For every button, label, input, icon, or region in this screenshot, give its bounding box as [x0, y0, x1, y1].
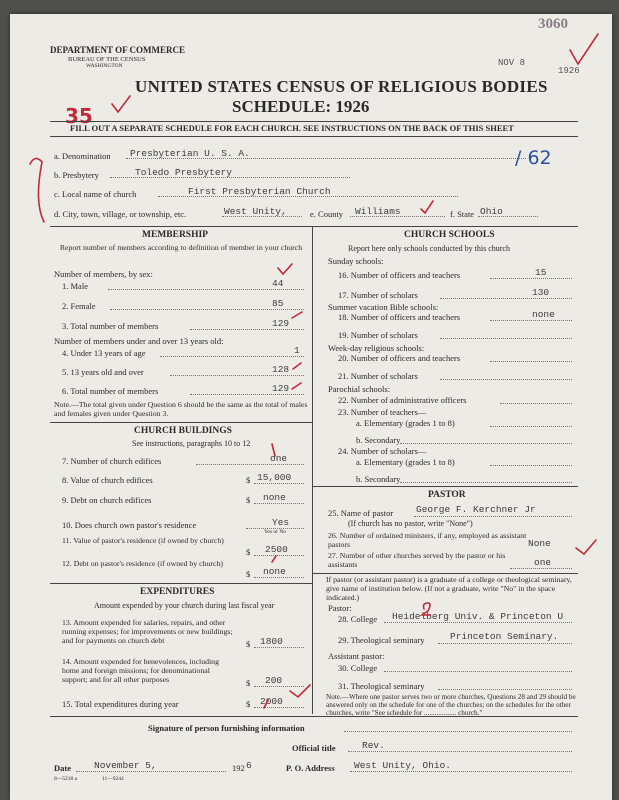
- signature-label: Signature of person furnishing information: [148, 723, 305, 733]
- sunday-label: Sunday schools:: [328, 256, 384, 266]
- college-value[interactable]: Heidelberg Univ. & Princeton U: [392, 611, 564, 622]
- under-13-label: 4. Under 13 years of age: [62, 348, 146, 358]
- total-members-label: 3. Total number of members: [62, 321, 159, 331]
- city-value[interactable]: West Unity,: [224, 206, 287, 217]
- department-name: DEPARTMENT OF COMMERCE: [50, 45, 186, 55]
- buildings-instructions: See instructions, paragraphs 10 to 12: [132, 439, 251, 448]
- census-schedule-page: [10, 14, 612, 800]
- assistant-seminary-label: 31. Theological seminary: [338, 681, 425, 691]
- stamp-date-month: NOV 8: [498, 58, 526, 68]
- state-value[interactable]: Ohio: [480, 206, 503, 217]
- pastor-name-label: 25. Name of pastor: [328, 508, 394, 518]
- instruction-line: FILL OUT A SEPARATE SCHEDULE FOR EACH CHURCH. SEE INSTRUCTIONS ON THE BACK OF THIS SHEET: [70, 123, 514, 133]
- stamp-date-year: 1926: [558, 66, 580, 76]
- handwritten-number: 35: [65, 104, 93, 128]
- edifices-label: 7. Number of church edifices: [62, 456, 162, 466]
- presbytery-label: b. Presbytery: [54, 170, 99, 180]
- edifices-value[interactable]: one: [270, 453, 288, 464]
- own-residence-label: 10. Does church own pastor's residence: [62, 520, 197, 530]
- seminary-label: 29. Theological seminary: [338, 635, 425, 645]
- pastor-name-value[interactable]: George F. Kerchner Jr: [416, 504, 536, 515]
- dollar-sign-12: $: [246, 569, 251, 579]
- expense-13-value[interactable]: 1800: [260, 636, 283, 647]
- local-name-label: c. Local name of church: [54, 189, 137, 199]
- dollar-sign-15: $: [246, 699, 251, 709]
- school-17-label: 17. Number of scholars: [338, 290, 418, 300]
- residence-debt-value[interactable]: none: [263, 566, 286, 577]
- female-label: 2. Female: [62, 301, 96, 311]
- school-22-label: 22. Number of administrative officers: [338, 395, 467, 405]
- school-18-label: 18. Number of officers and teachers: [338, 312, 461, 322]
- buildings-heading: CHURCH BUILDINGS: [134, 426, 232, 436]
- denomination-label: a. Denomination: [54, 151, 111, 161]
- under-13-value[interactable]: 1: [294, 345, 300, 356]
- yes-no-hint: Yes or No: [264, 529, 287, 535]
- state-label: f. State: [450, 209, 475, 219]
- presbytery-value[interactable]: Toledo Presbytery: [135, 167, 232, 178]
- official-title-value[interactable]: Rev.: [362, 740, 385, 751]
- city-label: d. City, town, village, or township, etc.: [54, 209, 187, 219]
- residence-value-label: 11. Value of pastor's residence (if owned by church): [62, 536, 224, 545]
- form-title: UNITED STATES CENSUS OF RELIGIOUS BODIES: [135, 77, 548, 96]
- schools-heading: CHURCH SCHOOLS: [404, 230, 495, 240]
- expense-15-value[interactable]: 2000: [260, 696, 283, 707]
- schools-instructions: Report here only schools conducted by this church: [348, 244, 510, 253]
- pastor-sub-label: Pastor:: [328, 603, 352, 613]
- stamp-number: 3060: [538, 16, 568, 32]
- school-16-label: 16. Number of officers and teachers: [338, 270, 461, 280]
- by-sex-label: Number of members, by sex:: [54, 269, 153, 279]
- dollar-sign-9: $: [246, 495, 251, 505]
- edifice-value-label: 8. Value of church edifices: [62, 475, 153, 485]
- residence-debt-label: 12. Debt on pastor's residence (if owned by church): [62, 559, 223, 568]
- form-code: 8—5218 a: [54, 776, 78, 782]
- male-label: 1. Male: [62, 281, 88, 291]
- expense-14-value[interactable]: 200: [265, 675, 283, 686]
- assistant-count-value[interactable]: None: [528, 538, 551, 549]
- assistant-count-label: 26. Number of ordained ministers, if any, employed as assistant pastors: [328, 531, 527, 549]
- city-name: WASHINGTON: [86, 63, 123, 69]
- expense-14-label: 14. Amount expended for benevolences, including home and foreign missions; for denominational support; and for all other purposes: [62, 657, 219, 684]
- residence-value-value[interactable]: 2500: [265, 544, 288, 555]
- other-churches-label: 27. Number of other churches served by the pastor or his assistants: [328, 551, 506, 569]
- parochial-label: Parochial schools:: [328, 384, 391, 394]
- seminary-value[interactable]: Princeton Seminary.: [450, 631, 559, 642]
- pastor-note: Note.—Where one pastor serves two or more churches, Questions 28 and 29 should be answered only on the schedule for one of the churches; on the schedules for the other churches, write "See schedule for .................. church.": [326, 693, 576, 717]
- school-24b-label: b. Secondary: [356, 474, 401, 484]
- male-value[interactable]: 44: [272, 278, 284, 289]
- red-checkmarks: [30, 34, 598, 708]
- age-label: Number of members under and over 13 years old:: [54, 336, 224, 346]
- over-13-label: 5. 13 years old and over: [62, 367, 144, 377]
- college-label: 28. College: [338, 614, 378, 624]
- official-title-label: Official title: [292, 743, 336, 753]
- pastor-name-note: (If church has no pastor, write "None"): [348, 519, 473, 528]
- school-24a-label: a. Elementary (grades 1 to 8): [356, 457, 455, 467]
- school-23-label: 23. Number of teachers—: [338, 407, 427, 417]
- total-members-value[interactable]: 129: [272, 318, 290, 329]
- expense-13-label: 13. Amount expended for salaries, repairs, and other running expenses; for improvements or new buildings; and for payments on church debt: [62, 618, 233, 645]
- school-17-value[interactable]: 130: [532, 287, 550, 298]
- address-value[interactable]: West Unity, Ohio.: [354, 760, 451, 771]
- dollar-sign-11: $: [246, 547, 251, 557]
- own-residence-value[interactable]: Yes: [272, 517, 290, 528]
- schedule-title: SCHEDULE: 1926: [232, 97, 370, 116]
- female-value[interactable]: 85: [272, 298, 284, 309]
- school-23b-label: b. Secondary: [356, 435, 401, 445]
- school-16-value[interactable]: 15: [535, 267, 547, 278]
- school-21-label: 21. Number of scholars: [338, 371, 418, 381]
- school-23a-label: a. Elementary (grades 1 to 8): [356, 418, 455, 428]
- total-members-2-label: 6. Total number of members: [62, 386, 159, 396]
- address-label: P. O. Address: [286, 763, 335, 773]
- school-24-label: 24. Number of scholars—: [338, 446, 427, 456]
- school-19-label: 19. Number of scholars: [338, 330, 418, 340]
- date-value[interactable]: November 5,: [94, 760, 157, 771]
- school-18-value[interactable]: none: [532, 309, 555, 320]
- county-label: e. County: [310, 209, 344, 219]
- ink-markings: [10, 14, 612, 800]
- edifice-debt-value[interactable]: none: [263, 492, 286, 503]
- blue-code: / 62: [515, 147, 552, 169]
- year-prefix: 192: [232, 763, 245, 773]
- expenditures-heading: EXPENDITURES: [140, 587, 215, 597]
- pastor-heading: PASTOR: [428, 490, 466, 500]
- assistant-college-label: 30. College: [338, 663, 378, 673]
- dollar-sign-13: $: [246, 639, 251, 649]
- over-13-value[interactable]: 128: [272, 364, 290, 375]
- dollar-sign-8: $: [246, 475, 251, 485]
- total-members-2-value[interactable]: 129: [272, 383, 290, 394]
- year-digit[interactable]: 6: [246, 760, 252, 771]
- other-churches-value[interactable]: one: [534, 557, 552, 568]
- school-20-label: 20. Number of officers and teachers: [338, 353, 461, 363]
- membership-heading: MEMBERSHIP: [142, 230, 208, 240]
- edifice-value-value[interactable]: 15,000: [257, 472, 292, 483]
- local-name-value[interactable]: First Presbyterian Church: [188, 186, 331, 197]
- assistant-pastor-label: Assistant pastor:: [328, 651, 385, 661]
- print-code: 11—9244: [102, 776, 124, 782]
- membership-instructions: Report number of members according to definition of member in your church: [59, 243, 303, 252]
- edifice-debt-label: 9. Debt on church edifices: [62, 495, 152, 505]
- college-instructions: If pastor (or assistant pastor) is a graduate of a college or theological seminary, give name of institution below. (If not a graduate, write "No" in the space indicated.): [326, 575, 572, 602]
- dollar-sign-14: $: [246, 678, 251, 688]
- bureau-name: BUREAU OF THE CENSUS: [68, 56, 146, 63]
- membership-note: Note.—The total given under Question 6 should be the same as the total of males and females given under Question 3.: [54, 400, 308, 418]
- weekday-label: Week-day religious schools:: [328, 343, 425, 353]
- denomination-value[interactable]: Presbyterian U. S. A.: [130, 148, 250, 159]
- expenditures-instructions: Amount expended by your church during last fiscal year: [94, 601, 275, 610]
- summer-label: Summer vacation Bible schools:: [328, 302, 439, 312]
- county-value[interactable]: Williams: [355, 206, 401, 217]
- expense-15-label: 15. Total expenditures during year: [62, 699, 179, 709]
- date-label: Date: [54, 763, 71, 773]
